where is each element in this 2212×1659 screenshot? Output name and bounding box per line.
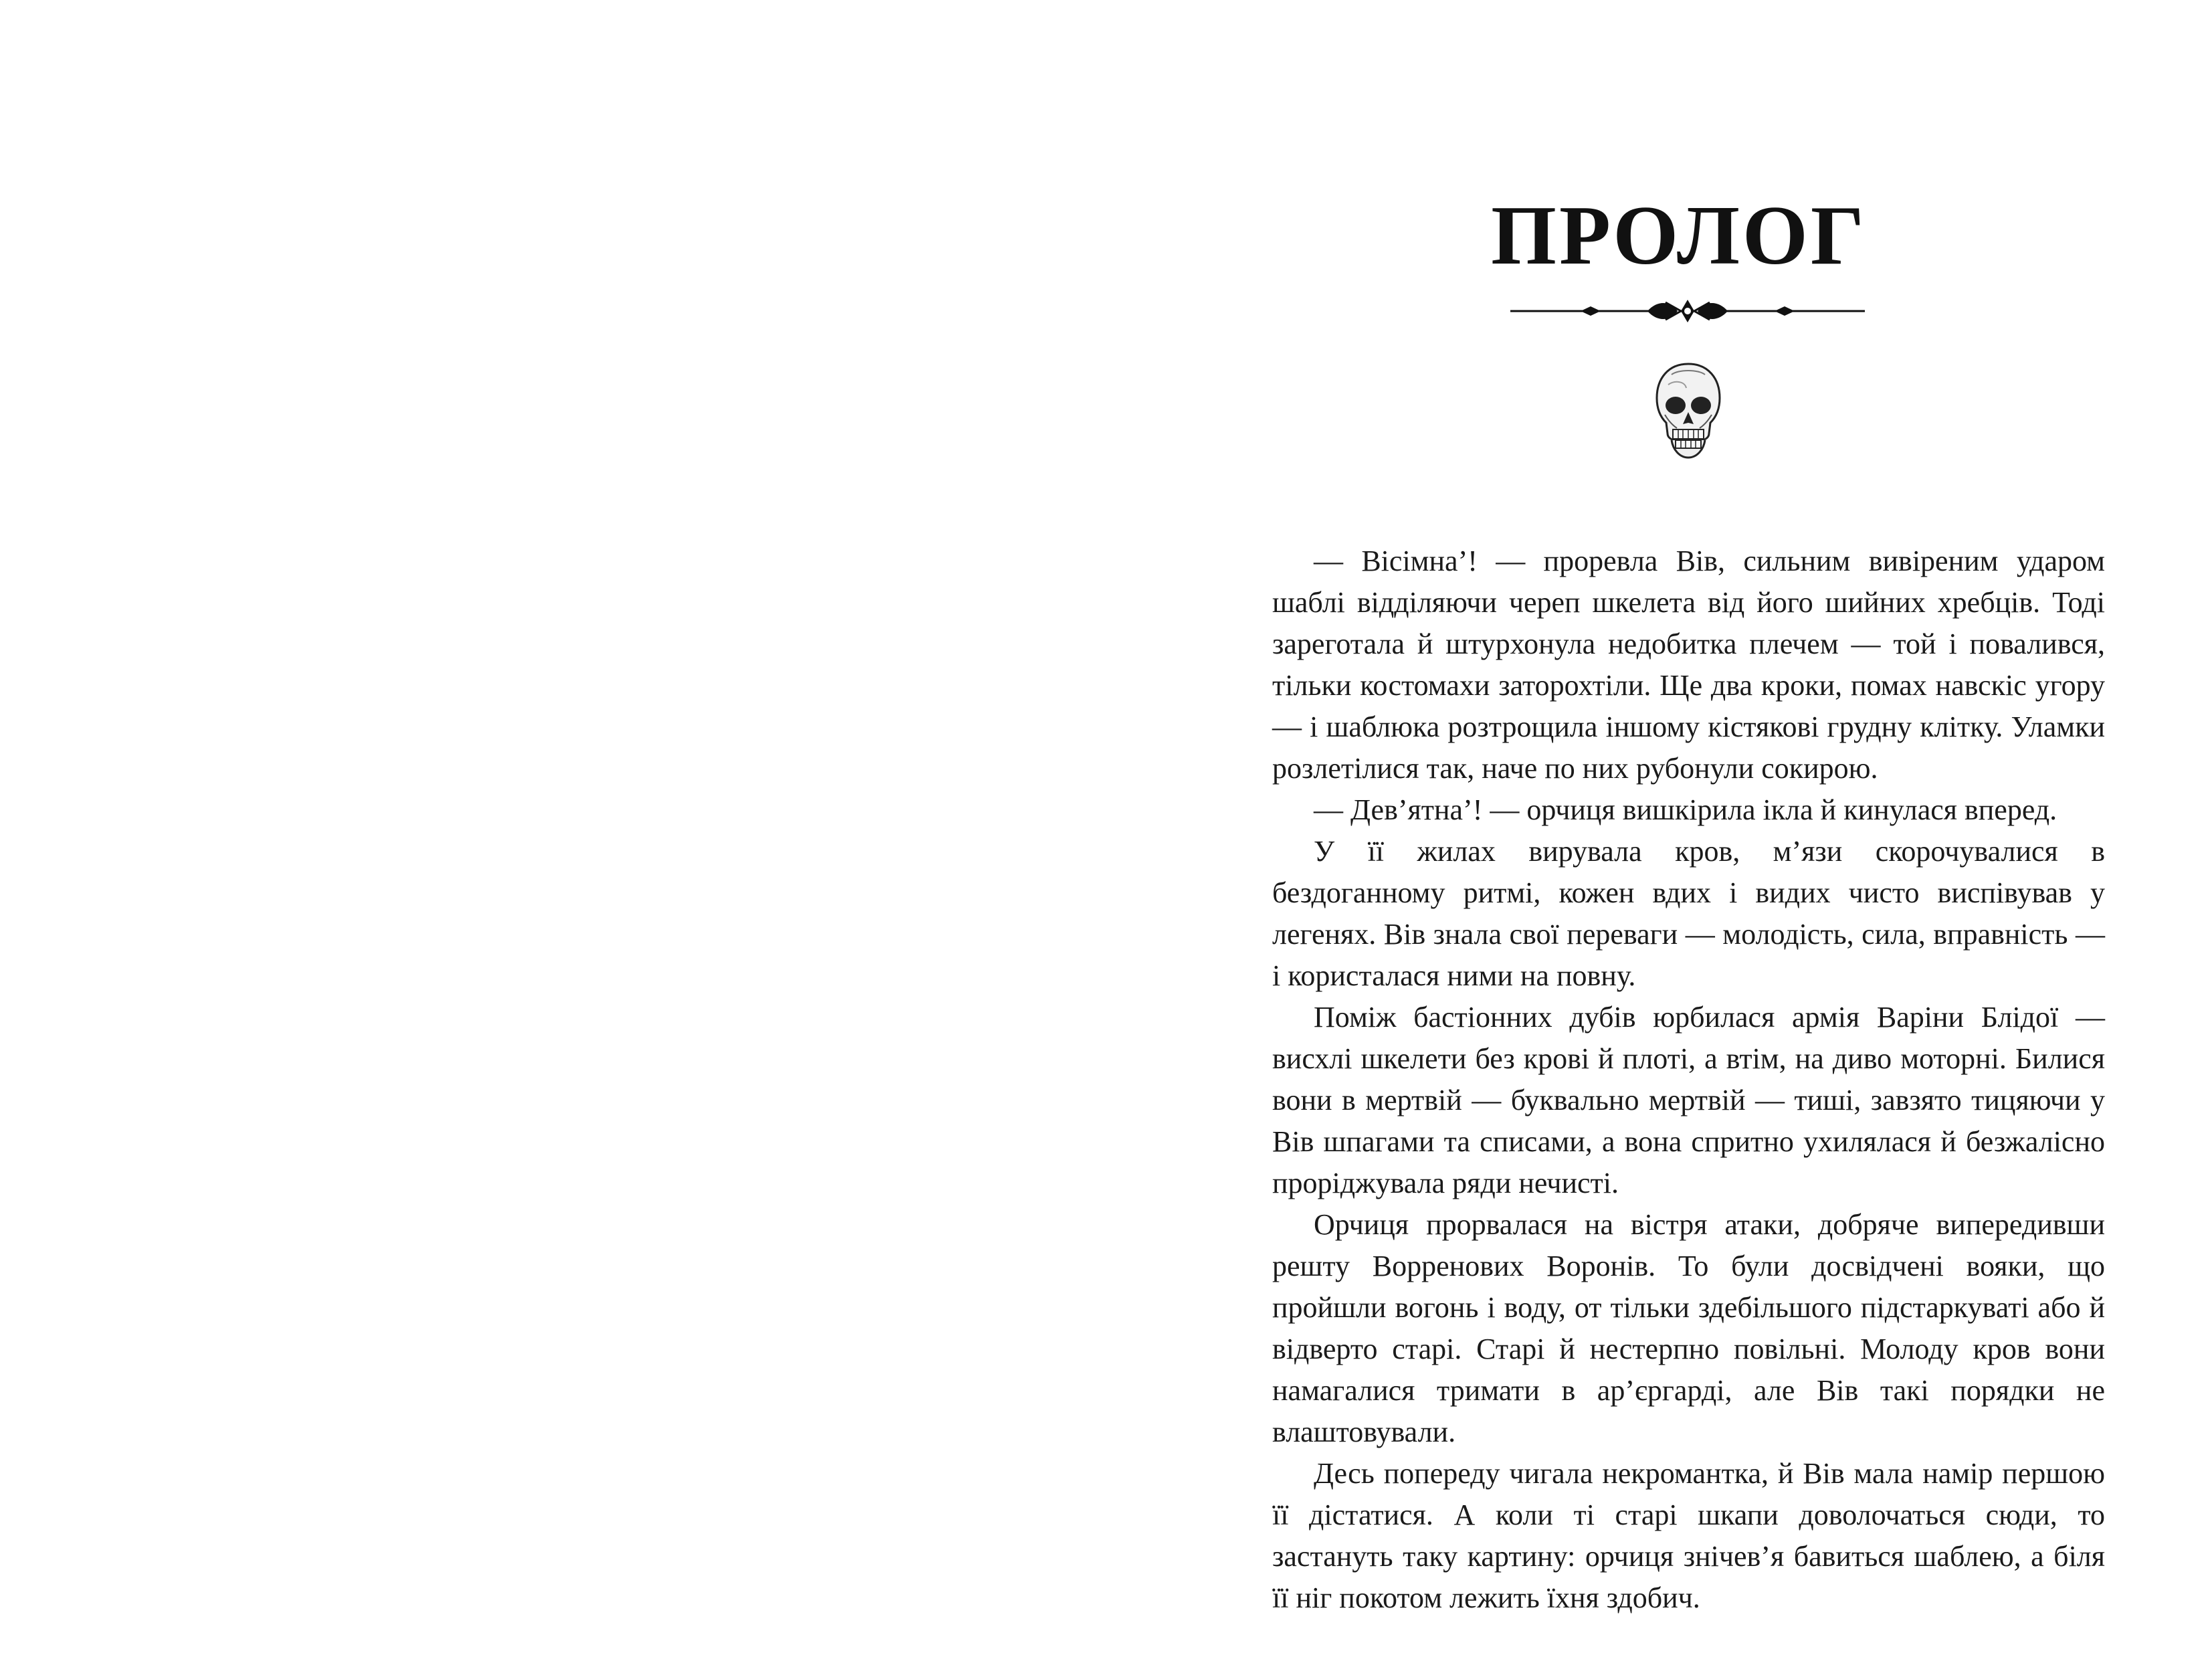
paragraph: — Вісімна’! — проревла Вів, сильним вивіреним ударом шаблі відділяючи череп шкелета від його шийних хребців. Тоді зареготала й штурхонула недобитка плечем — той і повалився, тільки костомахи заторохтіли. Ще два кроки, помах навскіс угору — і шаблюка розтрощила іншому кістякові грудну клітку. Уламки розлетілися так, наче по них рубонули сокирою. <box>1272 545 2105 785</box>
chapter-body-text <box>1272 541 2105 1619</box>
paragraph: Орчиця прорвалася на вістря атаки, добряче випередивши решту Ворренових Воронів. То були досвідчені вояки, що пройшли вогонь і воду, от тільки здебільшого підстаркуваті або й відверто старі. Старі й нестерпно повільні. Молоду кров вони намагалися тримати в ар’єргарді, але Вів такі порядки не влаштовували. <box>1272 1208 2105 1448</box>
paragraph: Десь попереду чигала некромантка, й Вів мала намір першою її дістатися. А коли ті старі шкапи доволочаться сюди, то застануть таку картину: орчиця знічев’я бавиться шаблею, а біля її ніг покотом лежить їхня здобич. <box>1272 1457 2105 1614</box>
paragraph: У її жилах вирувала кров, м’язи скорочувалися в бездоганному ритмі, кожен вдих і видих чисто виспівував у легенях. Вів знала свої переваги — молодість, сила, вправність — і користалася ними на повну. <box>1272 835 2105 992</box>
chapter-title: ПРОЛОГ <box>1490 189 1868 282</box>
flourish-divider-icon <box>1510 294 1865 328</box>
paragraph: Поміж бастіонних дубів юрбилася армія Варіни Блідої — висхлі шкелети без крові й плоті, а втім, на диво моторні. Билися вони в мертвій — буквально мертвій — тиші, завзято тицяючи у Вів шпагами та списами, а вона спритно ухилялася й безжалісно проріджувала ряди нечисті. <box>1272 1001 2105 1199</box>
skull-icon <box>1651 361 1725 462</box>
paragraph: — Дев’ятна’! — орчиця вишкірила ікла й кинулася вперед. <box>1314 793 2057 826</box>
